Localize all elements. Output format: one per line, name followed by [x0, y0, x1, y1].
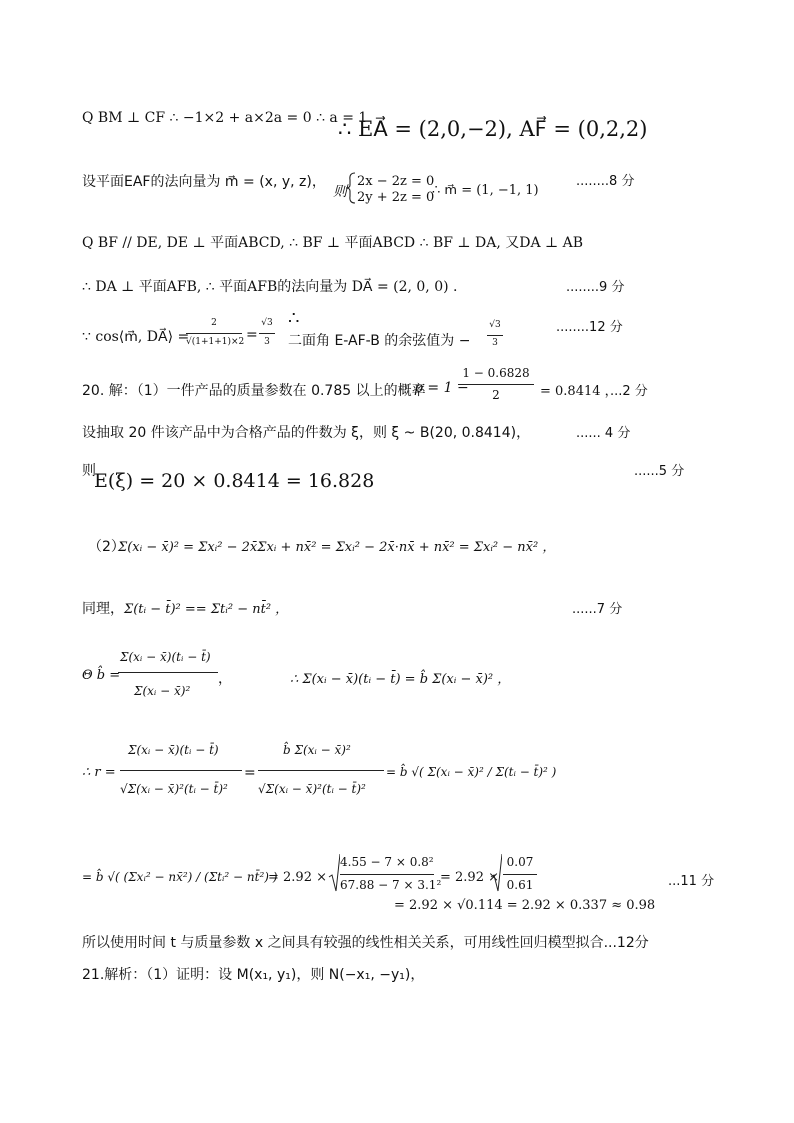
- plane-afb-normal: ∴ DA ⊥ 平面AFB, ∴ 平面AFB的法向量为 DA⃗ = (2, 0, 0) .: [82, 279, 458, 295]
- equals-sign: =: [244, 765, 256, 781]
- r-numerator-2: b̂ Σ(xᵢ − x̄)²: [283, 743, 351, 757]
- t-variance-expansion: Σ(tᵢ − t̄)² == Σtᵢ² − nt̄² ，: [124, 602, 289, 617]
- calc-step-1: = 2.92 ×: [268, 870, 327, 885]
- solution-line-1-vectors: ∴ EA⃗ = (2,0,−2), AF⃗ = (0,2,2): [338, 117, 648, 141]
- score-11: ...11 分: [668, 874, 715, 889]
- r-simplified: = b̂ √( Σ(xᵢ − x̄)² / Σ(tᵢ − t̄)² ): [386, 765, 557, 779]
- binomial-statement: 设抽取 20 件该产品中为合格产品的件数为 ξ，则 ξ ~ B(20, 0.8414)，: [82, 425, 531, 441]
- probability-result: = 0.8414 ，: [540, 384, 618, 399]
- cosine-label: ∵ cos⟨m⃗, DA⃗⟩ =: [82, 329, 190, 345]
- comma: ，: [218, 671, 232, 687]
- variance-expansion: Σ(xᵢ − x̄)² = Σxᵢ² − 2x̄Σxᵢ + nx̄² = Σxᵢ² − 2x̄·nx̄ + nx̄² = Σxᵢ² − nx̄² ，: [118, 540, 556, 555]
- sqrt-sign-icon: [328, 853, 340, 893]
- dihedral-angle-statement: 二面角 E-AF-B 的余弦值为 −: [288, 333, 471, 349]
- score-8: ........8 分: [576, 174, 635, 189]
- q20-heading: 20. 解：（1）一件产品的质量参数在 0.785 以上的概率: [82, 383, 426, 399]
- conclusion: 所以使用时间 t 与质量参数 x 之间具有较强的线性相关关系，可用线性回归模型拟合...12分: [82, 935, 649, 951]
- score-9: ........9 分: [566, 280, 625, 295]
- then-word: 则: [333, 184, 347, 200]
- score-7: ......7 分: [572, 602, 623, 617]
- similarly-label: 同理，: [82, 601, 124, 617]
- cosine-numerator: 2: [211, 318, 217, 328]
- fraction-bar: [186, 333, 242, 334]
- solution-line-1-left: Q BM ⊥ CF ∴ −1×2 + a×2a = 0 ∴ a = 1: [82, 110, 368, 126]
- calc-numerator-1: 4.55 − 7 × 0.8²: [340, 855, 434, 869]
- fraction-bar: [118, 672, 218, 673]
- fraction-bar: [259, 333, 275, 334]
- r-label: ∴ r =: [82, 765, 116, 780]
- normal-vector-result: ∴ m⃗ = (1, −1, 1): [432, 183, 539, 198]
- score-5: ......5 分: [634, 464, 685, 479]
- score-4: ...... 4 分: [576, 426, 631, 441]
- fraction-bar: [340, 874, 434, 875]
- b-hat-rearranged: ∴ Σ(xᵢ − x̄)(tᵢ − t̄) = b̂ Σ(xᵢ − x̄)² ，: [290, 672, 511, 687]
- b-hat-denominator: Σ(xᵢ − x̄)²: [134, 684, 191, 698]
- fraction-bar: [487, 335, 503, 336]
- calc-denominator-2: 0.61: [506, 878, 534, 892]
- fraction-bar: [258, 770, 384, 771]
- answer-numerator: √3: [489, 320, 501, 330]
- expectation-result: E(ξ) = 20 × 0.8414 = 16.828: [94, 470, 375, 492]
- equals-sign: =: [246, 327, 258, 343]
- therefore-symbol: ∴: [288, 308, 300, 329]
- b-hat-numerator: Σ(xᵢ − x̄)(tᵢ − t̄): [120, 650, 211, 664]
- brace-icon: [345, 171, 357, 205]
- then-word: 则: [82, 463, 96, 479]
- calc-denominator-1: 67.88 − 7 × 3.1²: [340, 878, 442, 892]
- answer-denominator: 3: [492, 338, 498, 348]
- fraction-bar: [503, 874, 537, 875]
- part-2-label: （2）: [88, 539, 125, 555]
- r-denominator-1: √Σ(xᵢ − x̄)²(tᵢ − t̄)²: [120, 782, 228, 796]
- perpendicular-statement: Q BF // DE, DE ⊥ 平面ABCD, ∴ BF ⊥ 平面ABCD ∴ BF ⊥ DA, 又DA ⊥ AB: [82, 235, 584, 251]
- equation-system-2: 2y + 2z = 0: [357, 190, 435, 205]
- r-denominator-2: √Σ(xᵢ − x̄)²(tᵢ − t̄)²: [258, 782, 366, 796]
- probability-denominator: 2: [492, 388, 500, 402]
- probability-p: p = 1 −: [414, 380, 469, 396]
- calc-numerator-2: 0.07: [506, 855, 534, 869]
- score-12: ........12 分: [556, 320, 623, 335]
- normal-vector-statement: 设平面EAF的法向量为 m⃗ = (x, y, z)，: [82, 174, 326, 190]
- cosine-value-numerator: √3: [261, 318, 273, 328]
- cosine-denominator: √(1+1+1)×2: [186, 337, 245, 347]
- calc-step-3: = 2.92 × √0.114 = 2.92 × 0.337 ≈ 0.98: [394, 898, 656, 913]
- sqrt-sign-icon: [490, 853, 502, 893]
- probability-numerator: 1 − 0.6828: [462, 366, 530, 380]
- q21-heading: 21.解析：（1）证明：设 M(x₁, y₁)，则 N(−x₁, −y₁)，: [82, 967, 425, 983]
- fraction-bar: [120, 770, 242, 771]
- score-2: ...2 分: [610, 384, 648, 399]
- cosine-value-denominator: 3: [264, 337, 270, 347]
- r-numeric-lhs: = b̂ √( (Σxᵢ² − nx̄²) / (Σtᵢ² − nt̄²) ): [82, 870, 278, 884]
- calc-step-2: = 2.92 ×: [440, 870, 499, 885]
- r-numerator-1: Σ(xᵢ − x̄)(tᵢ − t̄): [128, 743, 219, 757]
- b-hat-label: Θ b̂ =: [82, 668, 121, 683]
- equation-system-1: 2x − 2z = 0: [357, 174, 435, 189]
- fraction-bar: [458, 384, 534, 385]
